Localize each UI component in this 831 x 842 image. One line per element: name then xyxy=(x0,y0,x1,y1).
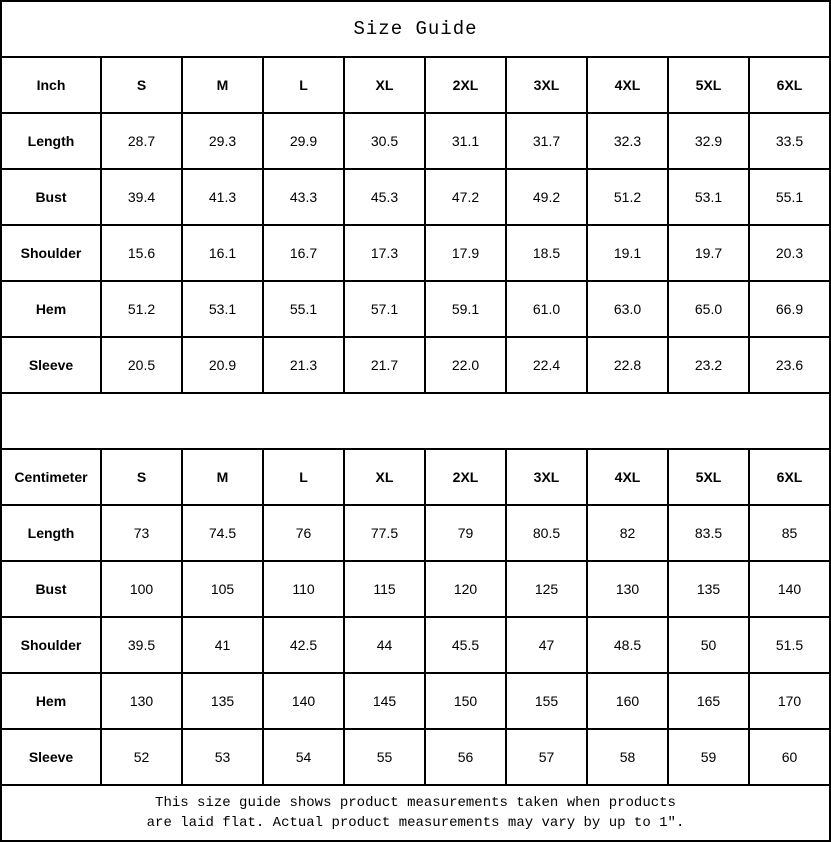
measurement-value: 82 xyxy=(587,505,668,561)
measurement-value: 66.9 xyxy=(749,281,830,337)
inch-unit-header-cell: Inch xyxy=(1,57,101,113)
measurement-value: 29.3 xyxy=(182,113,263,169)
measurement-value: 130 xyxy=(101,673,182,729)
measurement-value: 49.2 xyxy=(506,169,587,225)
measurement-value: 19.1 xyxy=(587,225,668,281)
measurement-value: 160 xyxy=(587,673,668,729)
measurement-value: 44 xyxy=(344,617,425,673)
table-gap-row xyxy=(1,393,830,449)
centimeter-row-shoulder xyxy=(1,617,830,673)
measurement-value: 53 xyxy=(182,729,263,785)
measurement-value: 155 xyxy=(506,673,587,729)
title-row xyxy=(1,1,830,57)
measurement-value: 47.2 xyxy=(425,169,506,225)
measurement-value: 110 xyxy=(263,561,344,617)
measurement-value: 59.1 xyxy=(425,281,506,337)
measurement-value: 17.9 xyxy=(425,225,506,281)
measurement-value: 22.4 xyxy=(506,337,587,393)
measurement-value: 19.7 xyxy=(668,225,749,281)
measurement-value: 42.5 xyxy=(263,617,344,673)
size-column-header-s: S xyxy=(101,57,182,113)
size-column-header-5xl: 5XL xyxy=(668,57,749,113)
measurement-label: Length xyxy=(1,113,101,169)
measurement-value: 16.1 xyxy=(182,225,263,281)
table-gap-cell xyxy=(1,393,830,449)
measurement-value: 54 xyxy=(263,729,344,785)
size-column-header-5xl: 5XL xyxy=(668,449,749,505)
measurement-value: 17.3 xyxy=(344,225,425,281)
measurement-value: 51.2 xyxy=(101,281,182,337)
footer-row xyxy=(1,785,830,841)
size-column-header-xl: XL xyxy=(344,449,425,505)
inch-row-sleeve xyxy=(1,337,830,393)
footer-note-line2: are laid flat. Actual product measurements may vary by up to 1″. xyxy=(146,815,685,831)
measurement-value: 65.0 xyxy=(668,281,749,337)
measurement-value: 51.5 xyxy=(749,617,830,673)
measurement-value: 55 xyxy=(344,729,425,785)
measurement-value: 47 xyxy=(506,617,587,673)
measurement-value: 39.5 xyxy=(101,617,182,673)
measurement-value: 135 xyxy=(182,673,263,729)
measurement-value: 22.8 xyxy=(587,337,668,393)
size-column-header-m: M xyxy=(182,57,263,113)
centimeter-unit-header-cell: Centimeter xyxy=(1,449,101,505)
measurement-label: Bust xyxy=(1,561,101,617)
inch-row-bust xyxy=(1,169,830,225)
measurement-value: 51.2 xyxy=(587,169,668,225)
size-column-header-2xl: 2XL xyxy=(425,449,506,505)
measurement-value: 125 xyxy=(506,561,587,617)
measurement-value: 31.7 xyxy=(506,113,587,169)
measurement-value: 115 xyxy=(344,561,425,617)
page-title: Size Guide xyxy=(1,1,830,57)
inch-row-shoulder xyxy=(1,225,830,281)
measurement-value: 60 xyxy=(749,729,830,785)
measurement-label: Sleeve xyxy=(1,337,101,393)
footer-note-line1: This size guide shows product measurements taken when products xyxy=(155,794,676,811)
size-column-header-4xl: 4XL xyxy=(587,449,668,505)
measurement-value: 52 xyxy=(101,729,182,785)
measurement-value: 77.5 xyxy=(344,505,425,561)
measurement-value: 23.6 xyxy=(749,337,830,393)
measurement-value: 18.5 xyxy=(506,225,587,281)
measurement-label: Sleeve xyxy=(1,729,101,785)
measurement-value: 165 xyxy=(668,673,749,729)
measurement-value: 80.5 xyxy=(506,505,587,561)
centimeter-header-row xyxy=(1,449,830,505)
measurement-label: Hem xyxy=(1,673,101,729)
measurement-value: 140 xyxy=(263,673,344,729)
inch-row-length xyxy=(1,113,830,169)
measurement-value: 150 xyxy=(425,673,506,729)
measurement-value: 79 xyxy=(425,505,506,561)
measurement-value: 32.3 xyxy=(587,113,668,169)
size-column-header-xl: XL xyxy=(344,57,425,113)
size-column-header-m: M xyxy=(182,449,263,505)
size-column-header-s: S xyxy=(101,449,182,505)
size-column-header-l: L xyxy=(263,449,344,505)
size-column-header-3xl: 3XL xyxy=(506,57,587,113)
measurement-value: 32.9 xyxy=(668,113,749,169)
size-column-header-l: L xyxy=(263,57,344,113)
measurement-value: 58 xyxy=(587,729,668,785)
measurement-value: 57 xyxy=(506,729,587,785)
measurement-value: 145 xyxy=(344,673,425,729)
measurement-value: 53.1 xyxy=(668,169,749,225)
footer-note xyxy=(1,785,830,841)
measurement-value: 85 xyxy=(749,505,830,561)
measurement-value: 105 xyxy=(182,561,263,617)
measurement-label: Bust xyxy=(1,169,101,225)
inch-row-hem xyxy=(1,281,830,337)
measurement-value: 59 xyxy=(668,729,749,785)
size-column-header-4xl: 4XL xyxy=(587,57,668,113)
measurement-value: 170 xyxy=(749,673,830,729)
measurement-label: Shoulder xyxy=(1,617,101,673)
measurement-value: 31.1 xyxy=(425,113,506,169)
measurement-value: 53.1 xyxy=(182,281,263,337)
measurement-label: Hem xyxy=(1,281,101,337)
measurement-value: 83.5 xyxy=(668,505,749,561)
measurement-value: 45.3 xyxy=(344,169,425,225)
measurement-value: 21.7 xyxy=(344,337,425,393)
measurement-value: 45.5 xyxy=(425,617,506,673)
measurement-value: 33.5 xyxy=(749,113,830,169)
measurement-value: 39.4 xyxy=(101,169,182,225)
size-column-header-6xl: 6XL xyxy=(749,57,830,113)
measurement-value: 56 xyxy=(425,729,506,785)
size-column-header-2xl: 2XL xyxy=(425,57,506,113)
measurement-value: 63.0 xyxy=(587,281,668,337)
measurement-value: 41 xyxy=(182,617,263,673)
measurement-value: 20.3 xyxy=(749,225,830,281)
measurement-value: 30.5 xyxy=(344,113,425,169)
measurement-value: 16.7 xyxy=(263,225,344,281)
size-column-header-3xl: 3XL xyxy=(506,449,587,505)
measurement-value: 43.3 xyxy=(263,169,344,225)
measurement-label: Shoulder xyxy=(1,225,101,281)
measurement-value: 76 xyxy=(263,505,344,561)
measurement-value: 41.3 xyxy=(182,169,263,225)
measurement-value: 61.0 xyxy=(506,281,587,337)
measurement-value: 73 xyxy=(101,505,182,561)
measurement-value: 48.5 xyxy=(587,617,668,673)
centimeter-row-sleeve xyxy=(1,729,830,785)
inch-header-row xyxy=(1,57,830,113)
measurement-value: 57.1 xyxy=(344,281,425,337)
measurement-value: 100 xyxy=(101,561,182,617)
measurement-value: 74.5 xyxy=(182,505,263,561)
centimeter-row-hem xyxy=(1,673,830,729)
measurement-value: 120 xyxy=(425,561,506,617)
measurement-value: 55.1 xyxy=(263,281,344,337)
measurement-value: 29.9 xyxy=(263,113,344,169)
measurement-value: 130 xyxy=(587,561,668,617)
measurement-value: 20.5 xyxy=(101,337,182,393)
centimeter-row-length xyxy=(1,505,830,561)
measurement-value: 135 xyxy=(668,561,749,617)
measurement-label: Length xyxy=(1,505,101,561)
measurement-value: 21.3 xyxy=(263,337,344,393)
measurement-value: 20.9 xyxy=(182,337,263,393)
measurement-value: 23.2 xyxy=(668,337,749,393)
measurement-value: 55.1 xyxy=(749,169,830,225)
measurement-value: 50 xyxy=(668,617,749,673)
measurement-value: 15.6 xyxy=(101,225,182,281)
measurement-value: 28.7 xyxy=(101,113,182,169)
centimeter-row-bust xyxy=(1,561,830,617)
measurement-value: 140 xyxy=(749,561,830,617)
measurement-value: 22.0 xyxy=(425,337,506,393)
size-column-header-6xl: 6XL xyxy=(749,449,830,505)
